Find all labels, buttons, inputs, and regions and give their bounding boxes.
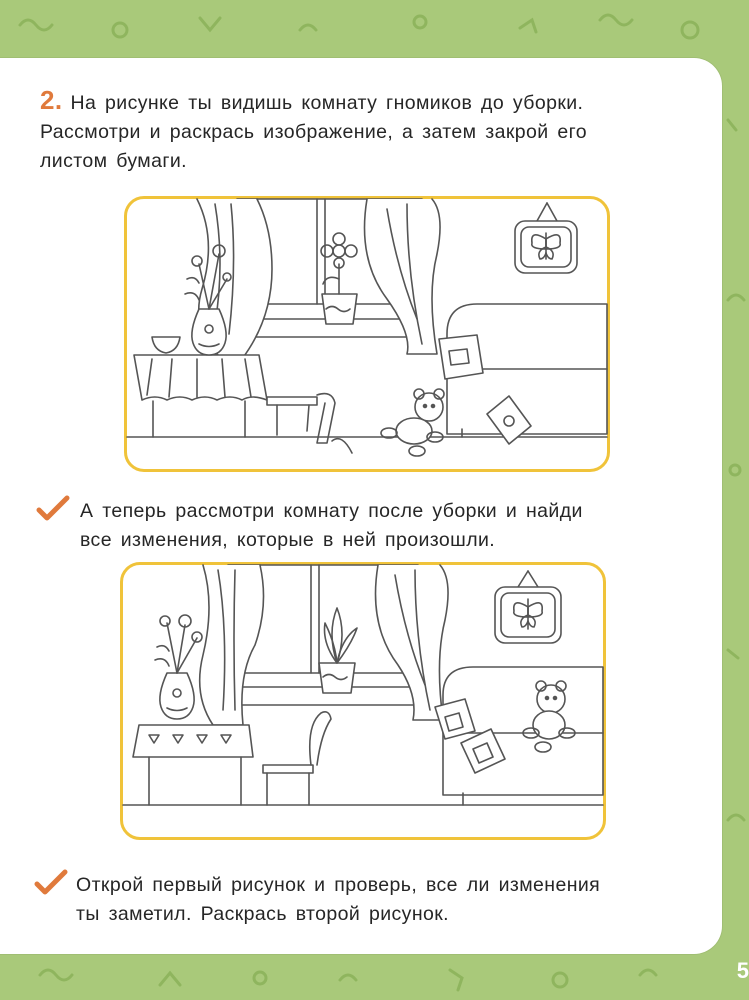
- flower-pot: [319, 608, 357, 693]
- table: [134, 355, 267, 437]
- fallen-chair: [267, 394, 352, 453]
- step3-text: [76, 871, 716, 929]
- picture-before-cleaning: [124, 196, 610, 472]
- task-text: [40, 86, 720, 176]
- step2-text: [80, 497, 720, 555]
- picture-after-cleaning: [120, 562, 606, 840]
- step3-line-1: Открой первый рисунок и проверь, все ли изменения: [76, 874, 601, 896]
- chair: [263, 712, 331, 805]
- step2-line-1: А теперь рассмотри комнату после уборки и найди: [80, 500, 583, 522]
- butterfly-picture: [495, 571, 561, 643]
- teddy-bear: [381, 389, 444, 456]
- step2-line-2: все изменения, которые в ней произошли.: [80, 529, 496, 551]
- table: [133, 725, 253, 805]
- right-curtain: [376, 565, 449, 720]
- vase: [155, 615, 202, 719]
- sofa: [443, 667, 603, 805]
- page-number: 5: [736, 958, 749, 983]
- task-line-3: листом бумаги.: [40, 150, 187, 172]
- checkmark-icon: [34, 870, 68, 896]
- left-curtain: [200, 565, 264, 725]
- bowl: [152, 337, 180, 353]
- checkmark-icon: [36, 496, 70, 522]
- task-line-1: На рисунке ты видишь комнату гномиков до уборки.: [70, 92, 584, 114]
- task-number: 2.: [40, 85, 63, 115]
- butterfly-picture: [515, 203, 577, 273]
- flower-pot: [321, 233, 357, 324]
- task-line-2: Рассмотри и раскрась изображение, а затем закрой его: [40, 121, 587, 143]
- step3-line-2: ты заметил. Раскрась второй рисунок.: [76, 903, 449, 925]
